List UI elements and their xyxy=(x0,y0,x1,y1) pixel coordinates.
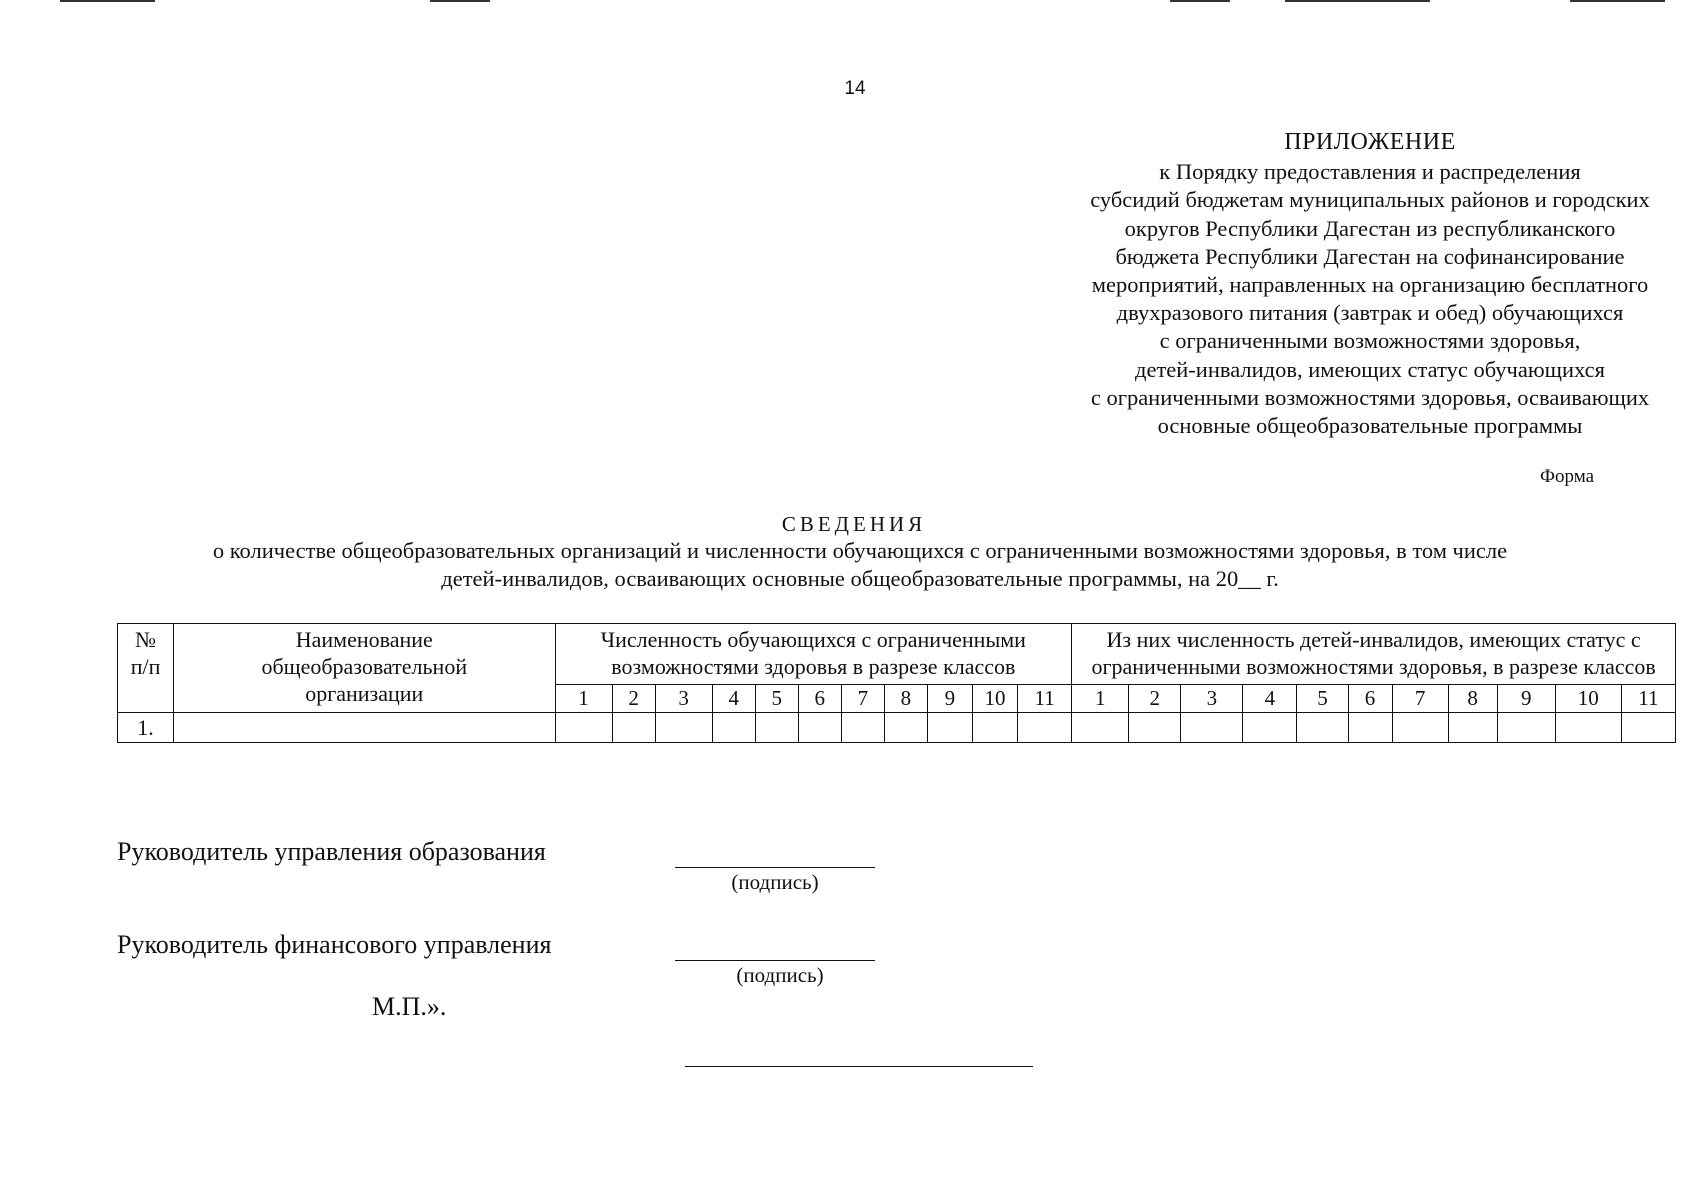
header-group-disabled: Из них численность детей-инвалидов, имеющих статус с ограниченными возможностями здоровья, в разрезе классов xyxy=(1072,624,1676,685)
grade-number: 6 xyxy=(1348,685,1392,713)
finance-head-signature-line xyxy=(675,960,875,961)
appendix-line: с ограниченными возможностями здоровья, осваивающих xyxy=(1090,384,1650,410)
data-cell xyxy=(1297,713,1348,743)
report-table xyxy=(117,623,1676,743)
data-cell xyxy=(841,713,884,743)
data-cell xyxy=(1497,713,1555,743)
data-cell xyxy=(1448,713,1497,743)
appendix-title: ПРИЛОЖЕНИЕ xyxy=(1284,129,1456,155)
seal-place-mark: М.П.». xyxy=(372,992,447,1021)
grade-number: 9 xyxy=(1497,685,1555,713)
row-org-name-cell xyxy=(174,713,555,743)
data-cell xyxy=(927,713,972,743)
appendix-line: двухразового питания (завтрак и обед) обучающихся xyxy=(1116,300,1624,326)
grade-number: 11 xyxy=(1621,685,1675,713)
data-cell xyxy=(1129,713,1181,743)
grade-number: 7 xyxy=(841,685,884,713)
education-head-signature-line xyxy=(675,867,875,868)
grade-number: 8 xyxy=(884,685,927,713)
grade-number: 7 xyxy=(1392,685,1448,713)
data-cell xyxy=(884,713,927,743)
header-number: № п/п xyxy=(118,624,174,713)
appendix-line: к Порядку предоставления и распределения xyxy=(1159,159,1581,185)
grade-number: 5 xyxy=(1297,685,1348,713)
row-number: 1. xyxy=(118,713,174,743)
grade-number: 3 xyxy=(1181,685,1243,713)
scan-edge-mark xyxy=(430,0,490,2)
header-group-ovz: Численность обучающихся с ограниченными возможностями здоровья в разрезе классов xyxy=(555,624,1072,685)
grade-number: 11 xyxy=(1018,685,1072,713)
grade-number: 8 xyxy=(1448,685,1497,713)
grade-number: 2 xyxy=(1129,685,1181,713)
appendix-line: бюджета Республики Дагестан на софинансирование xyxy=(1115,243,1625,269)
data-cell xyxy=(555,713,612,743)
scan-edge-mark xyxy=(60,0,155,2)
page-number: 14 xyxy=(844,78,866,99)
grade-number: 9 xyxy=(927,685,972,713)
appendix-line: мероприятий, направленных на организацию бесплатного xyxy=(1091,272,1649,298)
data-cell xyxy=(612,713,655,743)
appendix-line: с ограниченными возможностями здоровья, xyxy=(1159,328,1581,354)
grade-number: 4 xyxy=(1243,685,1297,713)
subheading-line: о количестве общеобразовательных организаций и численности обучающихся с ограниченными возможностями здоровья, в том числе xyxy=(212,538,1508,563)
scan-edge-mark xyxy=(1170,0,1230,2)
data-cell xyxy=(755,713,798,743)
appendix-line: округов Республики Дагестан из республиканского xyxy=(1124,215,1616,241)
data-cell xyxy=(655,713,712,743)
data-cell xyxy=(1181,713,1243,743)
data-cell xyxy=(798,713,841,743)
finance-head-signature-caption: (подпись) xyxy=(736,963,824,987)
data-cell xyxy=(1348,713,1392,743)
closing-rule xyxy=(685,1066,1033,1067)
data-cell xyxy=(972,713,1017,743)
data-cell xyxy=(1621,713,1675,743)
grade-number: 1 xyxy=(555,685,612,713)
education-head-label: Руководитель управления образования xyxy=(117,837,546,866)
grade-number: 4 xyxy=(712,685,755,713)
grade-number: 10 xyxy=(1555,685,1621,713)
document-subheading xyxy=(120,537,1600,593)
form-label: Форма xyxy=(1540,466,1595,487)
document-heading: СВЕДЕНИЯ xyxy=(781,512,927,536)
scan-edge-mark xyxy=(1570,0,1665,2)
education-head-signature-caption: (подпись) xyxy=(731,870,819,894)
appendix-block xyxy=(1060,128,1680,440)
data-cell xyxy=(1555,713,1621,743)
data-cell xyxy=(1072,713,1129,743)
appendix-line: детей-инвалидов, имеющих статус обучающихся xyxy=(1135,356,1605,382)
grade-number: 10 xyxy=(972,685,1017,713)
table-header-row xyxy=(118,624,1676,685)
data-cell xyxy=(712,713,755,743)
scan-edge-mark xyxy=(1285,0,1430,2)
data-cell xyxy=(1018,713,1072,743)
appendix-line: основные общеобразовательные программы xyxy=(1157,413,1583,439)
appendix-line: субсидий бюджетам муниципальных районов и городских xyxy=(1090,187,1650,213)
subheading-line: детей-инвалидов, осваивающих основные общеобразовательные программы, на 20__ г. xyxy=(441,566,1279,591)
grade-number: 6 xyxy=(798,685,841,713)
grade-number: 1 xyxy=(1072,685,1129,713)
data-cell xyxy=(1243,713,1297,743)
grade-number: 2 xyxy=(612,685,655,713)
grade-number: 5 xyxy=(755,685,798,713)
finance-head-label: Руководитель финансового управления xyxy=(117,930,552,959)
data-cell xyxy=(1392,713,1448,743)
table-row xyxy=(118,713,1676,743)
grade-number: 3 xyxy=(655,685,712,713)
header-org-name: Наименование общеобразовательной организации xyxy=(174,624,555,713)
